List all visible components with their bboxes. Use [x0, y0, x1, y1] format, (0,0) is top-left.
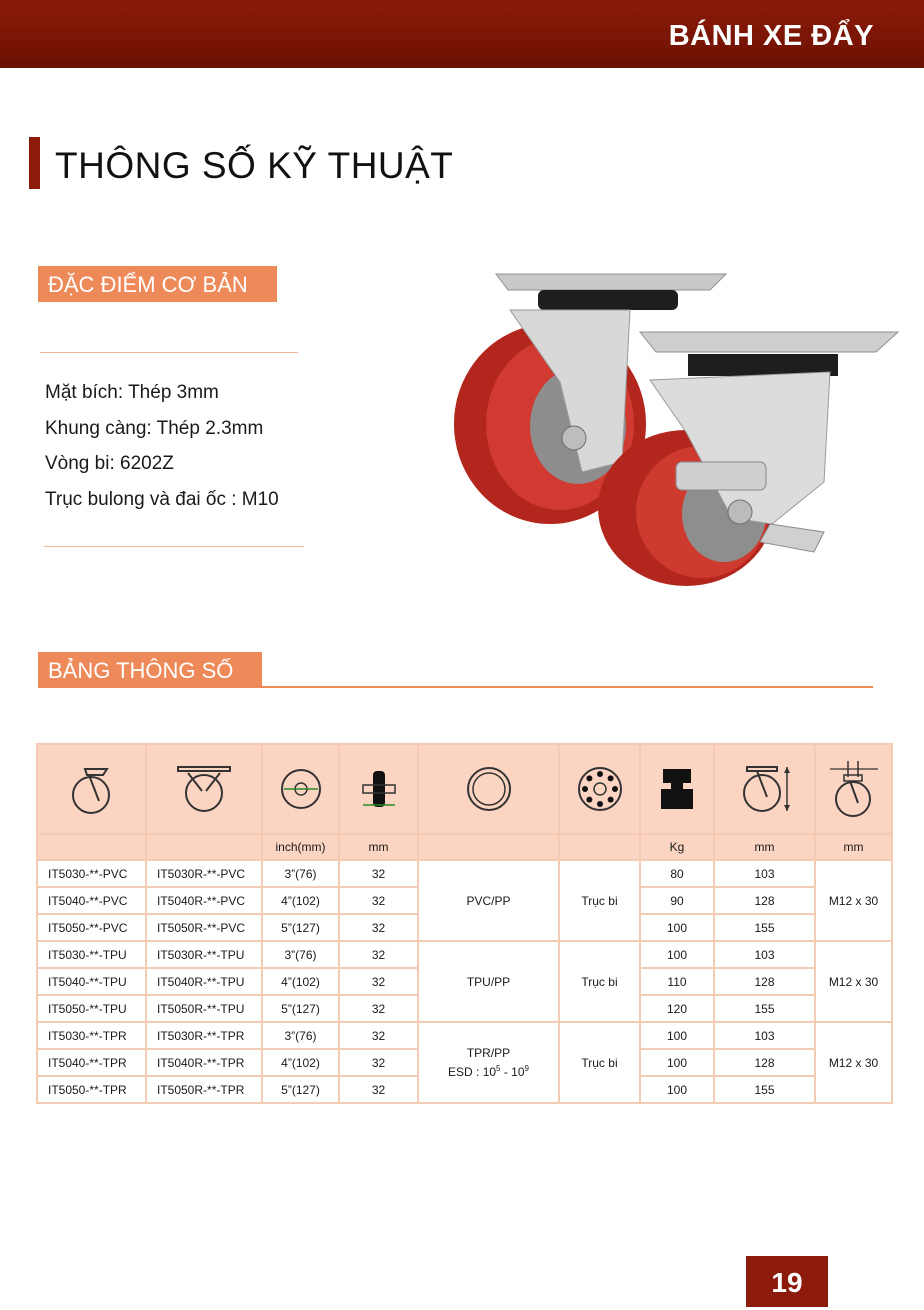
- page-number: 19: [746, 1256, 828, 1307]
- esd-exponent: 5: [496, 1064, 501, 1073]
- load-cell: 80: [640, 860, 714, 887]
- section-marker: [29, 137, 40, 189]
- page-title: THÔNG SỐ KỸ THUẬT: [55, 145, 454, 186]
- divider: [262, 686, 873, 688]
- unit-header-row: [37, 834, 892, 860]
- height-cell: 103: [714, 1022, 815, 1049]
- diameter-cell: 4”(102): [262, 1049, 339, 1076]
- model-fixed: IT5040-**-TPU: [37, 968, 146, 995]
- load-cell: 90: [640, 887, 714, 914]
- tread-material-icon: [418, 744, 559, 834]
- bearing-cell: Trục bi: [559, 941, 640, 1022]
- esd-label: [419, 1064, 558, 1079]
- spec-table: [36, 743, 893, 1104]
- load-cell: 120: [640, 995, 714, 1022]
- height-cell: 103: [714, 941, 815, 968]
- feature-item: Khung càng: Thép 2.3mm: [45, 417, 264, 439]
- height-icon: [714, 744, 815, 834]
- diameter-cell: 4”(102): [262, 887, 339, 914]
- esd-prefix: ESD : 10: [448, 1065, 497, 1079]
- top-banner: [0, 0, 924, 68]
- model-swivel: IT5040R-**-TPR: [146, 1049, 262, 1076]
- model-swivel: IT5050R-**-TPU: [146, 995, 262, 1022]
- width-cell: 32: [339, 968, 418, 995]
- caster-wheels-photo: [440, 262, 910, 602]
- height-cell: 155: [714, 1076, 815, 1103]
- height-cell: 103: [714, 860, 815, 887]
- divider: [44, 546, 304, 547]
- diameter-cell: 5”(127): [262, 914, 339, 941]
- model-swivel: IT5030R-**-TPU: [146, 941, 262, 968]
- width-cell: 32: [339, 995, 418, 1022]
- unit-cell: [418, 834, 559, 860]
- unit-cell: mm: [714, 834, 815, 860]
- load-capacity-icon: [640, 744, 714, 834]
- esd-mid: - 10: [500, 1065, 525, 1079]
- width-cell: 32: [339, 1022, 418, 1049]
- feature-item: Trục bulong và đai ốc : M10: [45, 488, 279, 510]
- bolt-cell: M12 x 30: [815, 1022, 892, 1103]
- load-cell: 100: [640, 1076, 714, 1103]
- material-cell: [418, 1022, 559, 1103]
- feature-item: Mặt bích: Thép 3mm: [45, 382, 219, 403]
- model-fixed: IT5030-**-TPU: [37, 941, 146, 968]
- width-cell: 32: [339, 1049, 418, 1076]
- load-cell: 100: [640, 941, 714, 968]
- model-swivel: IT5040R-**-PVC: [146, 887, 262, 914]
- diameter-cell: 3”(76): [262, 941, 339, 968]
- width-cell: 32: [339, 941, 418, 968]
- material-cell: TPU/PP: [418, 941, 559, 1022]
- model-swivel: IT5040R-**-TPU: [146, 968, 262, 995]
- load-cell: 100: [640, 914, 714, 941]
- width-cell: 32: [339, 914, 418, 941]
- model-fixed: IT5050-**-TPU: [37, 995, 146, 1022]
- feature-list: [45, 380, 279, 522]
- model-fixed: IT5050-**-TPR: [37, 1076, 146, 1103]
- unit-cell: mm: [815, 834, 892, 860]
- brand-title: BÁNH XE ĐẨY: [668, 20, 874, 52]
- wheel-diameter-icon: [262, 744, 339, 834]
- diameter-cell: 3”(76): [262, 1022, 339, 1049]
- unit-cell: mm: [339, 834, 418, 860]
- table-heading: BẢNG THÔNG SỐ: [38, 652, 262, 688]
- load-cell: 110: [640, 968, 714, 995]
- esd-exponent: 9: [524, 1064, 529, 1073]
- load-cell: 100: [640, 1049, 714, 1076]
- wheel-width-icon: [339, 744, 418, 834]
- swivel-caster-icon: [146, 744, 262, 834]
- diameter-cell: 5”(127): [262, 1076, 339, 1103]
- height-cell: 128: [714, 1049, 815, 1076]
- model-swivel: IT5050R-**-PVC: [146, 914, 262, 941]
- model-swivel: IT5030R-**-TPR: [146, 1022, 262, 1049]
- bearing-cell: Trục bi: [559, 1022, 640, 1103]
- height-cell: 128: [714, 968, 815, 995]
- model-fixed: IT5030-**-TPR: [37, 1022, 146, 1049]
- model-fixed: IT5050-**-PVC: [37, 914, 146, 941]
- features-heading: ĐẶC ĐIỂM CƠ BẢN: [38, 266, 277, 302]
- unit-cell: [559, 834, 640, 860]
- table-row: [37, 860, 892, 887]
- model-swivel: IT5050R-**-TPR: [146, 1076, 262, 1103]
- height-cell: 128: [714, 887, 815, 914]
- bolt-cell: M12 x 30: [815, 860, 892, 941]
- divider: [40, 352, 298, 353]
- model-fixed: IT5040-**-PVC: [37, 887, 146, 914]
- unit-cell: [146, 834, 262, 860]
- material-cell: PVC/PP: [418, 860, 559, 941]
- model-fixed: IT5030-**-PVC: [37, 860, 146, 887]
- height-cell: 155: [714, 995, 815, 1022]
- diameter-cell: 5”(127): [262, 995, 339, 1022]
- unit-cell: [37, 834, 146, 860]
- model-swivel: IT5030R-**-PVC: [146, 860, 262, 887]
- height-cell: 155: [714, 914, 815, 941]
- model-fixed: IT5040-**-TPR: [37, 1049, 146, 1076]
- unit-cell: inch(mm): [262, 834, 339, 860]
- load-cell: 100: [640, 1022, 714, 1049]
- bearing-icon: [559, 744, 640, 834]
- fixed-caster-icon: [37, 744, 146, 834]
- width-cell: 32: [339, 860, 418, 887]
- material-label: TPR/PP: [466, 1046, 511, 1060]
- bolt-cell: M12 x 30: [815, 941, 892, 1022]
- table-row: [37, 1022, 892, 1049]
- width-cell: 32: [339, 1076, 418, 1103]
- bearing-cell: Trục bi: [559, 860, 640, 941]
- table-row: [37, 941, 892, 968]
- icon-header-row: [37, 744, 892, 834]
- diameter-cell: 4”(102): [262, 968, 339, 995]
- diameter-cell: 3”(76): [262, 860, 339, 887]
- unit-cell: Kg: [640, 834, 714, 860]
- bolt-size-icon: [815, 744, 892, 834]
- width-cell: 32: [339, 887, 418, 914]
- feature-item: Vòng bi: 6202Z: [45, 453, 174, 474]
